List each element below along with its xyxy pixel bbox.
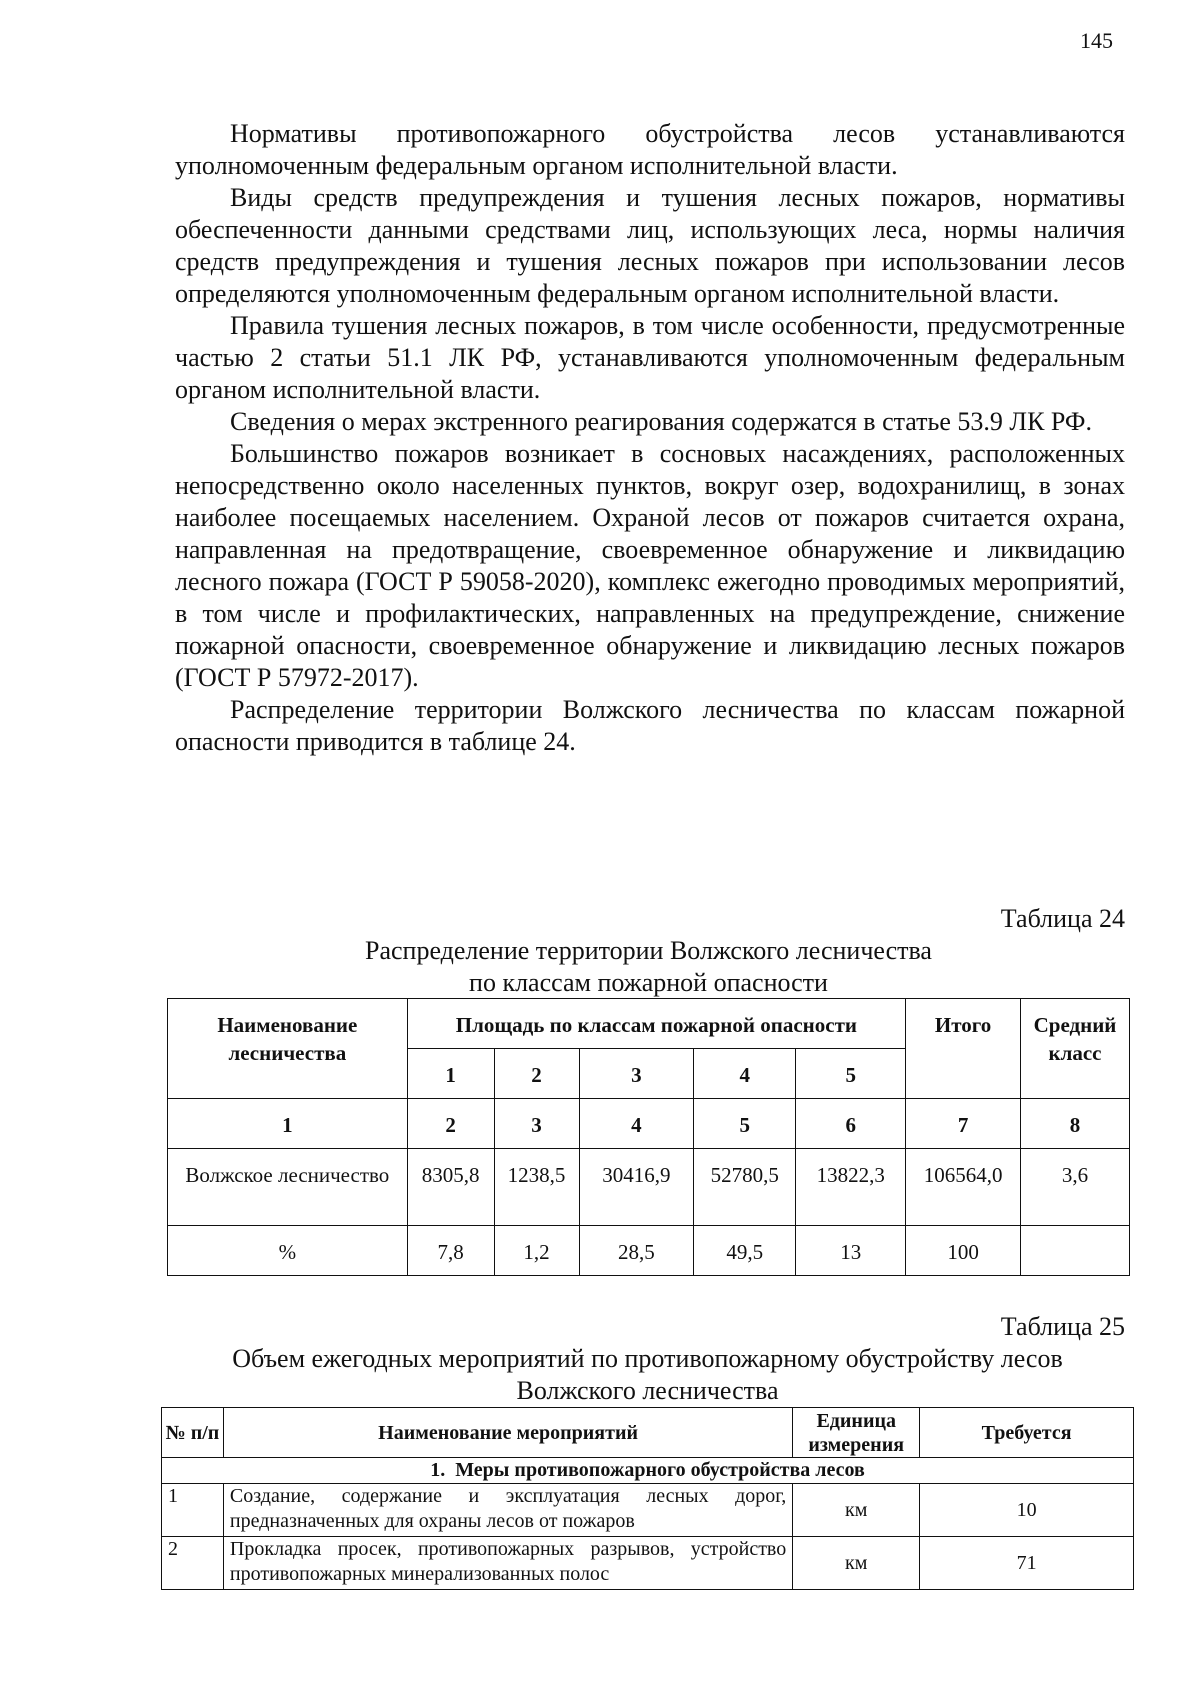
cell-class-5: 13 xyxy=(796,1226,906,1276)
cell-class-1: 8305,8 xyxy=(407,1149,494,1226)
header-class-3: 3 xyxy=(579,1049,694,1099)
column-number-row xyxy=(168,1099,1130,1149)
fire-danger-table xyxy=(167,998,1130,1276)
cell-class-5: 13822,3 xyxy=(796,1149,906,1226)
table-row xyxy=(168,1226,1130,1276)
cell-class-2: 1238,5 xyxy=(494,1149,579,1226)
cell-class-1: 7,8 xyxy=(407,1226,494,1276)
col-number: 1 xyxy=(168,1099,408,1149)
table24-title xyxy=(167,935,1130,999)
header-average-class: Средний класс xyxy=(1021,999,1130,1099)
row-required: 71 xyxy=(920,1537,1134,1590)
col-number: 8 xyxy=(1021,1099,1130,1149)
header-total: Итого xyxy=(906,999,1021,1099)
paragraph-firefighting-rules: Правила тушения лесных пожаров, в том числе особенности, предусмотренные частью 2 статьи 51.1 ЛК РФ, устанавливаются уполномоченным федеральным органом исполнительной власти. xyxy=(175,311,1125,404)
table25-title-line2: Волжского лесничества xyxy=(516,1376,779,1405)
row-number: 1 xyxy=(162,1484,224,1537)
col-number: 2 xyxy=(407,1099,494,1149)
paragraph-table-reference: Распределение территории Волжского лесничества по классам пожарной опасности приводится в таблице 24. xyxy=(175,695,1125,756)
row-unit: км xyxy=(793,1484,920,1537)
header-class-2: 2 xyxy=(494,1049,579,1099)
cell-class-4: 49,5 xyxy=(694,1226,796,1276)
header-measure-name: Наименование мероприятий xyxy=(223,1408,792,1458)
paragraph-fire-equipment: Виды средств предупреждения и тушения лесных пожаров, нормативы обеспеченности данными средствами лиц, использующих леса, нормы наличия средств предупреждения и тушения лесных пожаров при использовании лесов определяются уполномоченным федеральным органом исполнительной власти. xyxy=(175,183,1125,308)
table24-label: Таблица 24 xyxy=(1000,904,1125,933)
row-name: % xyxy=(168,1226,408,1276)
body-text xyxy=(175,118,1125,758)
col-number: 5 xyxy=(694,1099,796,1149)
table24-title-line2: по классам пожарной опасности xyxy=(469,968,828,997)
paragraph-fire-standards: Нормативы противопожарного обустройства лесов устанавливаются уполномоченным федеральным органом исполнительной власти. xyxy=(175,119,1125,180)
row-number: 2 xyxy=(162,1537,224,1590)
table24-title-line1: Распределение территории Волжского лесничества xyxy=(365,936,932,965)
col-number: 4 xyxy=(579,1099,694,1149)
header-class-1: 1 xyxy=(407,1049,494,1099)
cell-class-3: 28,5 xyxy=(579,1226,694,1276)
cell-class-2: 1,2 xyxy=(494,1226,579,1276)
header-unit: Единица измерения xyxy=(793,1408,920,1458)
table25-title xyxy=(161,1343,1134,1407)
header-area-by-class: Площадь по классам пожарной опасности xyxy=(407,999,905,1049)
cell-average xyxy=(1021,1226,1130,1276)
cell-total: 106564,0 xyxy=(906,1149,1021,1226)
col-number: 3 xyxy=(494,1099,579,1149)
cell-total: 100 xyxy=(906,1226,1021,1276)
col-number: 6 xyxy=(796,1099,906,1149)
paragraph-fire-protection: Большинство пожаров возникает в сосновых насаждениях, расположенных непосредственно около населенных пунктов, вокруг озер, водохранилищ, в зонах наиболее посещаемых населением. Охраной лесов от пожаров считается охрана, направленная на предотвращение, своевременное обнаружение и ликвидацию лесного пожара (ГОСТ Р 59058-2020), комплекс ежегодно проводимых мероприятий, в том числе и профилактических, направленных на предупреждение, снижение пожарной опасности, своевременное обнаружение и ликвидацию лесных пожаров (ГОСТ Р 57972-2017). xyxy=(175,439,1125,692)
header-class-4: 4 xyxy=(694,1049,796,1099)
row-required: 10 xyxy=(920,1484,1134,1537)
table-row xyxy=(168,1149,1130,1226)
table-row xyxy=(162,1537,1134,1590)
table25-title-line1: Объем ежегодных мероприятий по противопожарному обустройству лесов xyxy=(232,1344,1063,1373)
table-row xyxy=(162,1484,1134,1537)
row-measure-name: Прокладка просек, противопожарных разрывов, устройство противопожарных минерализованных полос xyxy=(223,1537,792,1590)
section-row xyxy=(162,1458,1134,1484)
row-measure-name: Создание, содержание и эксплуатация лесных дорог, предназначенных для охраны лесов от пожаров xyxy=(223,1484,792,1537)
row-name: Волжское лесничество xyxy=(168,1149,408,1226)
fire-measures-table xyxy=(161,1407,1134,1590)
section-title: 1. Меры противопожарного обустройства лесов xyxy=(162,1458,1134,1484)
header-required: Требуется xyxy=(920,1408,1134,1458)
header-class-5: 5 xyxy=(796,1049,906,1099)
page-number: 145 xyxy=(1080,28,1113,53)
header-forestry-name: Наименование лесничества xyxy=(168,999,408,1099)
paragraph-emergency-response: Сведения о мерах экстренного реагирования содержатся в статье 53.9 ЛК РФ. xyxy=(230,407,1092,436)
row-unit: км xyxy=(793,1537,920,1590)
cell-class-4: 52780,5 xyxy=(694,1149,796,1226)
header-number: № п/п xyxy=(162,1408,224,1458)
cell-class-3: 30416,9 xyxy=(579,1149,694,1226)
col-number: 7 xyxy=(906,1099,1021,1149)
table25-label: Таблица 25 xyxy=(1000,1312,1125,1341)
cell-average: 3,6 xyxy=(1021,1149,1130,1226)
